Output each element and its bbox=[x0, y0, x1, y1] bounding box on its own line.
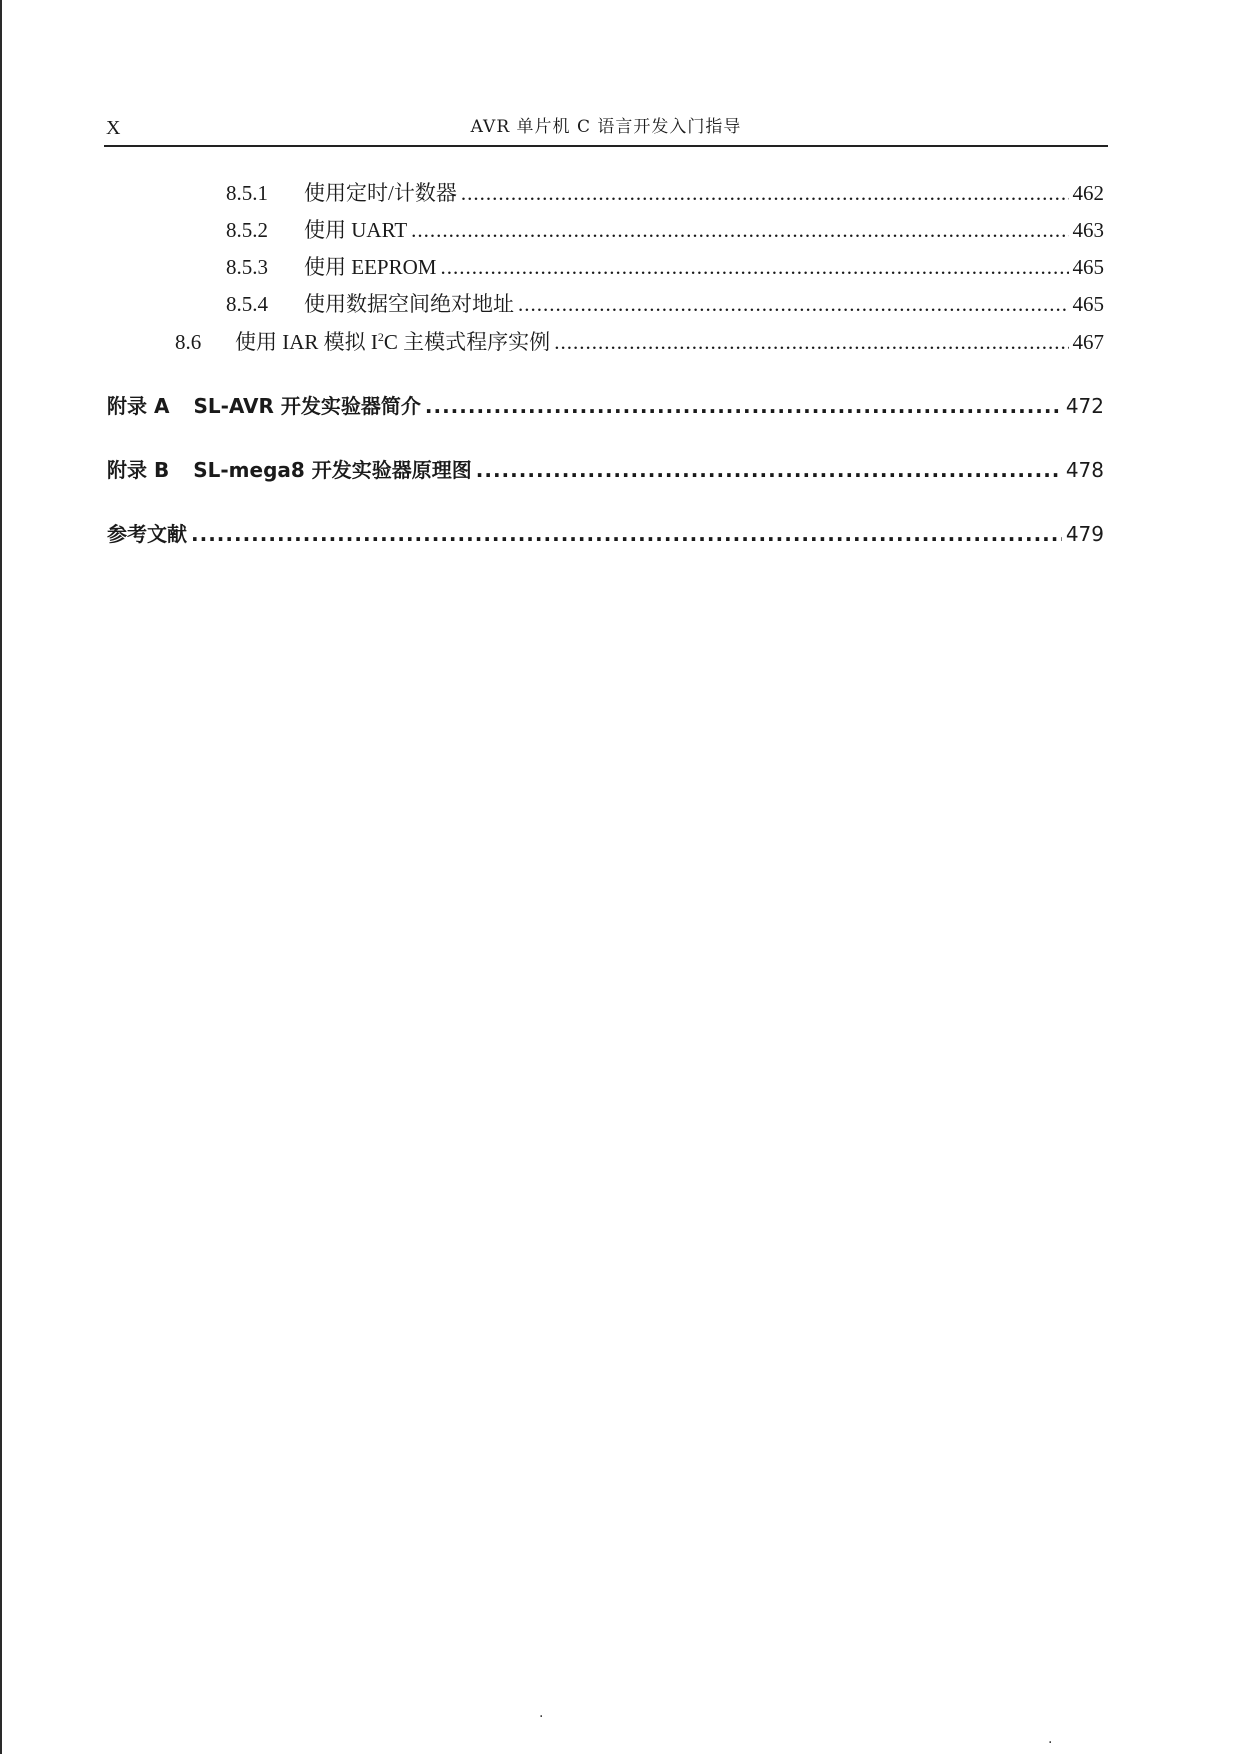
toc-entry-page: 467 bbox=[1072, 330, 1104, 354]
toc-dot-leader bbox=[461, 180, 1069, 206]
toc-entry-title: SL-mega8 开发实验器原理图 bbox=[193, 458, 472, 482]
toc-entry-page: 465 bbox=[1072, 255, 1104, 279]
toc-entry-appendix-a[interactable] bbox=[107, 393, 1104, 419]
toc-entry-title: 参考文献 bbox=[107, 522, 187, 546]
toc-entry-page: 463 bbox=[1072, 218, 1104, 242]
toc-entry-8-5-4[interactable] bbox=[226, 291, 1104, 317]
toc-dot-leader bbox=[476, 457, 1062, 483]
toc-entry-appendix-b[interactable] bbox=[107, 457, 1104, 483]
toc-entry-title: 使用 EEPROM bbox=[304, 255, 437, 279]
toc-dot-leader bbox=[191, 521, 1062, 547]
scan-speck: · bbox=[1048, 1735, 1053, 1751]
toc-entry-number: 8.5.1 bbox=[226, 181, 268, 205]
toc-entry-page: 472 bbox=[1065, 394, 1104, 418]
toc-title-part: 使用 IAR 模拟 I bbox=[235, 330, 378, 354]
toc-entry-8-6[interactable] bbox=[175, 329, 1104, 355]
toc-entry-number: 8.5.2 bbox=[226, 218, 268, 242]
toc-title-superscript: 2 bbox=[377, 330, 384, 344]
table-of-contents bbox=[0, 0, 1240, 600]
toc-entry-page: 462 bbox=[1072, 181, 1104, 205]
toc-entry-title: 使用数据空间绝对地址 bbox=[304, 292, 514, 316]
toc-entry-title: SL-AVR 开发实验器简介 bbox=[193, 394, 421, 418]
toc-entry-number: 附录 B bbox=[107, 458, 170, 482]
toc-dot-leader bbox=[518, 291, 1069, 317]
toc-entry-8-5-2[interactable] bbox=[226, 217, 1104, 243]
toc-entry-8-5-1[interactable] bbox=[226, 180, 1104, 206]
toc-dot-leader bbox=[411, 217, 1068, 243]
toc-dot-leader bbox=[425, 393, 1062, 419]
toc-entry-number: 8.6 bbox=[175, 330, 202, 354]
toc-entry-page: 478 bbox=[1065, 458, 1104, 482]
toc-entry-8-5-3[interactable] bbox=[226, 254, 1104, 280]
toc-entry-page: 465 bbox=[1072, 292, 1104, 316]
scan-speck: · bbox=[539, 1709, 544, 1725]
toc-entry-number: 附录 A bbox=[107, 394, 170, 418]
toc-entry-title: 使用 UART bbox=[304, 218, 408, 242]
toc-entry-title: 使用定时/计数器 bbox=[304, 181, 457, 205]
toc-title-part: C 主模式程序实例 bbox=[383, 330, 551, 354]
header-book-title: AVR 单片机 C 语言开发入门指导 bbox=[470, 117, 742, 137]
toc-entry-title bbox=[235, 329, 550, 355]
toc-entry-page: 479 bbox=[1065, 522, 1104, 546]
toc-entry-number: 8.5.3 bbox=[226, 255, 268, 279]
toc-entry-number: 8.5.4 bbox=[226, 292, 268, 316]
header-page-number: X bbox=[106, 117, 121, 139]
toc-entry-references[interactable] bbox=[107, 521, 1104, 547]
toc-dot-leader bbox=[440, 254, 1068, 280]
toc-dot-leader bbox=[554, 329, 1068, 355]
